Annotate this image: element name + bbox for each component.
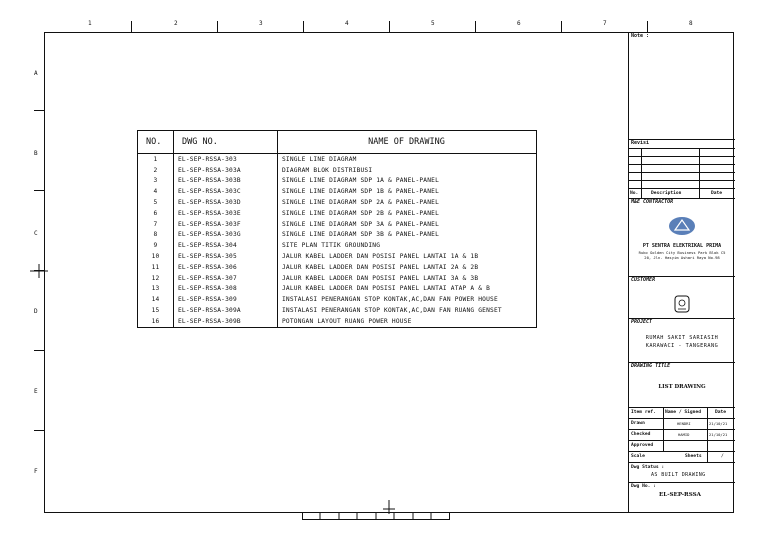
table-row — [138, 197, 537, 208]
column-number: 5 — [431, 20, 435, 27]
grid-tick — [561, 21, 562, 32]
row-no: 3 — [138, 176, 174, 187]
row-drawing-name: SINGLE LINE DIAGRAM SDP 1A & PANEL-PANEL — [278, 176, 537, 187]
drawn-name: HENDRI — [677, 421, 691, 426]
row-dwg-no: EL-SEP-RSSA-309 — [174, 294, 278, 305]
row-drawing-name: JALUR KABEL LADDER DAN POSISI PANEL LANTAI 2A & 2B — [278, 262, 537, 273]
project-line2: KARAWACI - TANGERANG — [645, 343, 719, 349]
row-dwg-no: EL-SEP-RSSA-303F — [174, 219, 278, 230]
dwg-status-value: AS BUILT DRAWING — [651, 472, 706, 478]
mne-contractor-label: M&E CONTRACTOR — [631, 199, 674, 205]
drawing-title: LIST DRAWING — [658, 384, 706, 390]
row-letter: E — [34, 388, 38, 395]
grid-tick — [303, 21, 304, 32]
sign-header-item: Item ref. — [631, 410, 656, 415]
dwg-status-label: Dwg Status : — [631, 465, 665, 470]
sign-header-name: Name / Signed — [665, 410, 701, 415]
checked-name: HAMID — [678, 432, 690, 437]
company-address-line1: Ruko Golden City Business Park Blok C5 — [638, 250, 726, 255]
row-no: 11 — [138, 262, 174, 273]
row-dwg-no: EL-SEP-RSSA-307 — [174, 273, 278, 284]
table-row — [138, 176, 537, 187]
row-dwg-no: EL-SEP-RSSA-309B — [174, 316, 278, 327]
row-drawing-name: SINGLE LINE DIAGRAM — [278, 154, 537, 165]
row-drawing-name: SINGLE LINE DIAGRAM SDP 3B & PANEL-PANEL — [278, 230, 537, 241]
drawn-date: 21/10/21 — [709, 421, 728, 426]
note-label: Note : — [631, 33, 650, 39]
grid-tick — [647, 21, 648, 32]
table-row — [138, 316, 537, 327]
row-drawing-name: SINGLE LINE DIAGRAM SDP 3A & PANEL-PANEL — [278, 219, 537, 230]
table-row — [138, 240, 537, 251]
table-row — [138, 186, 537, 197]
company-logo — [668, 216, 696, 236]
column-number: 3 — [259, 20, 263, 27]
column-number: 8 — [689, 20, 693, 27]
row-letter: C — [34, 230, 38, 237]
table-row — [138, 262, 537, 273]
row-no: 10 — [138, 251, 174, 262]
grid-tick — [34, 350, 44, 351]
table-row — [138, 284, 537, 295]
row-dwg-no: EL-SEP-RSSA-303E — [174, 208, 278, 219]
row-drawing-name: SINGLE LINE DIAGRAM SDP 1B & PANEL-PANEL — [278, 186, 537, 197]
row-dwg-no: EL-SEP-RSSA-304 — [174, 240, 278, 251]
grid-tick — [217, 21, 218, 32]
row-drawing-name: POTONGAN LAYOUT RUANG POWER HOUSE — [278, 316, 537, 327]
approved-label: Approved — [631, 443, 654, 448]
column-number: 2 — [174, 20, 178, 27]
table-row — [138, 219, 537, 230]
customer-logo — [673, 294, 691, 314]
rev-header-date: Date — [711, 191, 723, 196]
row-letter: F — [34, 468, 38, 475]
row-letter: A — [34, 70, 38, 77]
sign-header-date: Date — [715, 410, 727, 415]
drawn-label: Drawn — [631, 421, 645, 426]
row-no: 8 — [138, 230, 174, 241]
header-dwg-no: DWG NO. — [174, 131, 278, 154]
table-row — [138, 251, 537, 262]
grid-tick — [131, 21, 132, 32]
row-dwg-no: EL-SEP-RSSA-306 — [174, 262, 278, 273]
row-no: 12 — [138, 273, 174, 284]
row-no: 1 — [138, 154, 174, 165]
row-no: 5 — [138, 197, 174, 208]
grid-tick — [34, 190, 44, 191]
row-dwg-no: EL-SEP-RSSA-303D — [174, 197, 278, 208]
row-no: 2 — [138, 165, 174, 176]
table-row — [138, 294, 537, 305]
table-row — [138, 208, 537, 219]
row-no: 13 — [138, 284, 174, 295]
table-row — [138, 154, 537, 165]
row-drawing-name: SINGLE LINE DIAGRAM SDP 2B & PANEL-PANEL — [278, 208, 537, 219]
table-header-row — [138, 131, 537, 154]
project-label: PROJECT — [631, 319, 653, 325]
row-no: 6 — [138, 208, 174, 219]
row-drawing-name: JALUR KABEL LADDER DAN POSISI PANEL LANTAI 1A & 1B — [278, 251, 537, 262]
drawing-title-label: DRAWING TITLE — [631, 363, 671, 369]
centering-mark — [382, 500, 396, 514]
table-body — [138, 154, 537, 328]
row-no: 14 — [138, 294, 174, 305]
row-letter: B — [34, 150, 38, 157]
checked-label: Checked — [631, 432, 651, 437]
company-name: PT SENTRA ELEKTRIKAL PRIMA — [642, 243, 722, 249]
centering-mark — [30, 262, 48, 280]
column-number: 1 — [88, 20, 92, 27]
column-number: 6 — [517, 20, 521, 27]
row-drawing-name: INSTALASI PENERANGAN STOP KONTAK,AC,DAN FAN RUANG GENSET — [278, 305, 537, 316]
scale-label: Scale — [631, 454, 645, 459]
grid-tick — [34, 110, 44, 111]
table-row — [138, 165, 537, 176]
row-drawing-name: INSTALASI PENERANGAN STOP KONTAK,AC,DAN FAN POWER HOUSE — [278, 294, 537, 305]
row-no: 9 — [138, 240, 174, 251]
row-drawing-name: JALUR KABEL LADDER DAN POSISI PANEL LANTAI ATAP A & B — [278, 284, 537, 295]
project-line1: RUMAH SAKIT SARIASIH — [645, 335, 719, 341]
checked-date: 21/10/21 — [709, 432, 728, 437]
row-no: 15 — [138, 305, 174, 316]
row-drawing-name: SITE PLAN TITIK GROUNDING — [278, 240, 537, 251]
rev-header-description: Description — [651, 191, 682, 196]
table-row — [138, 230, 537, 241]
sheets-label: Sheets — [685, 454, 702, 459]
row-no: 16 — [138, 316, 174, 327]
row-dwg-no: EL-SEP-RSSA-305 — [174, 251, 278, 262]
customer-label: CUSTOMER — [631, 277, 656, 283]
row-dwg-no: EL-SEP-RSSA-303 — [174, 154, 278, 165]
grid-tick — [475, 21, 476, 32]
column-number: 4 — [345, 20, 349, 27]
company-address-line2: 20, Jln. Hasyim Ashari Raya No.98 — [644, 255, 720, 260]
table-row — [138, 305, 537, 316]
row-no: 7 — [138, 219, 174, 230]
revisi-label: Revisi — [631, 140, 650, 146]
rev-header-no: No. — [630, 191, 639, 196]
drawing-list-table — [137, 130, 537, 328]
row-dwg-no: EL-SEP-RSSA-303A — [174, 165, 278, 176]
row-drawing-name: DIAGRAM BLOK DISTRIBUSI — [278, 165, 537, 176]
row-dwg-no: EL-SEP-RSSA-303B — [174, 176, 278, 187]
dwg-no-value: EL-SEP-RSSA — [659, 492, 701, 498]
header-no: NO. — [138, 131, 174, 154]
grid-tick — [389, 21, 390, 32]
scale-bar-divisions — [302, 513, 450, 521]
grid-tick — [34, 430, 44, 431]
row-dwg-no: EL-SEP-RSSA-309A — [174, 305, 278, 316]
sheets-value: / — [721, 454, 724, 459]
row-dwg-no: EL-SEP-RSSA-308 — [174, 284, 278, 295]
row-drawing-name: JALUR KABEL LADDER DAN POSISI PANEL LANTAI 3A & 3B — [278, 273, 537, 284]
row-letter: D — [34, 308, 38, 315]
title-block — [628, 32, 735, 513]
row-drawing-name: SINGLE LINE DIAGRAM SDP 2A & PANEL-PANEL — [278, 197, 537, 208]
row-no: 4 — [138, 186, 174, 197]
dwg-no-label: Dwg No. : — [631, 484, 656, 489]
row-dwg-no: EL-SEP-RSSA-303G — [174, 230, 278, 241]
table-row — [138, 273, 537, 284]
column-number: 7 — [603, 20, 607, 27]
header-name: NAME OF DRAWING — [278, 131, 537, 154]
row-dwg-no: EL-SEP-RSSA-303C — [174, 186, 278, 197]
